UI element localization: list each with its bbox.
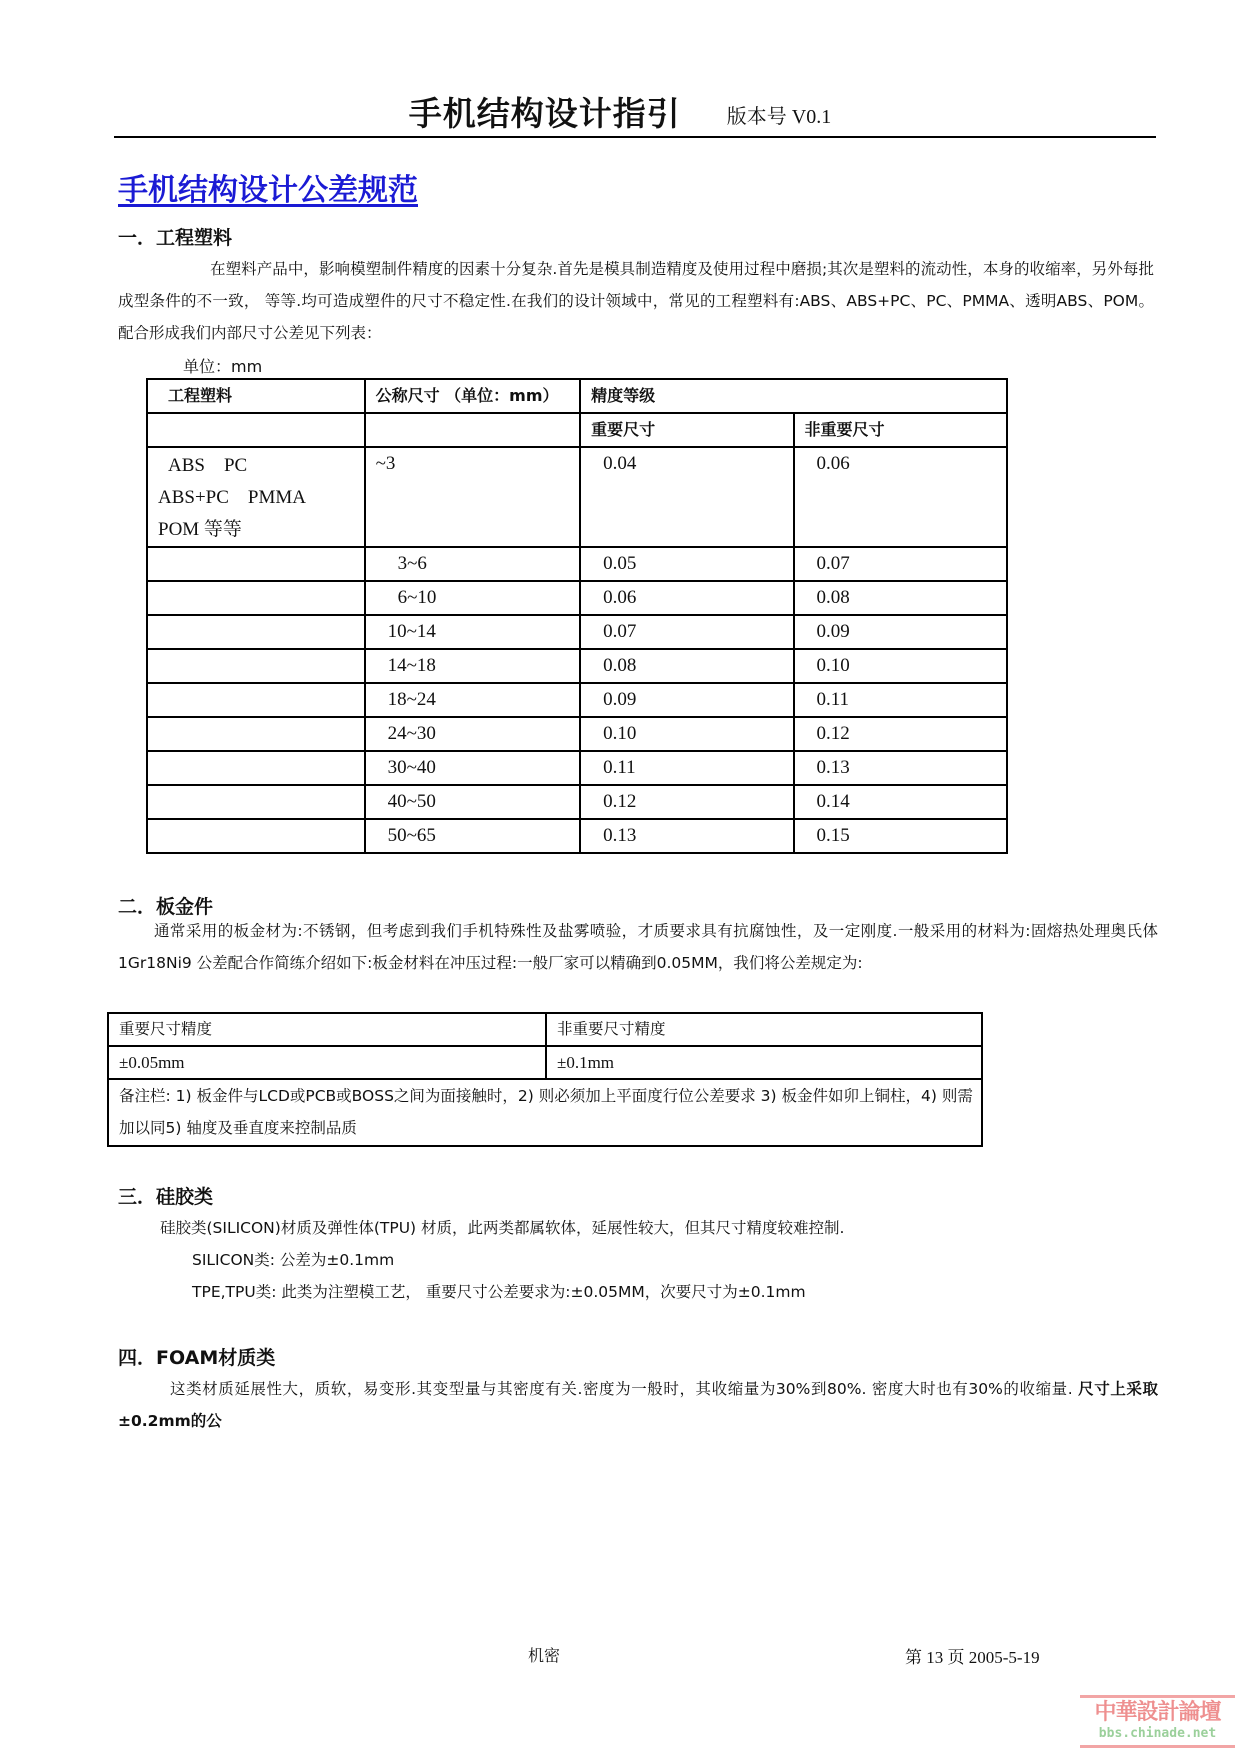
empty-cell [147,717,365,751]
non-important-value-cell: 0.13 [794,751,1007,785]
table-row [147,447,1007,547]
material-line: POM 等等 [158,519,242,540]
nominal-size-cell: ~3 [365,447,580,547]
section-paragraph-silicone [160,1212,844,1308]
non-important-value-cell: 0.09 [794,615,1007,649]
empty-cell [147,649,365,683]
table-row [147,649,1007,683]
section-heading-silicone: 三．硅胶类 [118,1186,214,1208]
header-important-precision: 重要尺寸精度 [108,1013,546,1046]
non-important-precision-value: ±0.1mm [546,1046,982,1079]
running-header [0,88,1240,135]
nominal-size-cell: 3~6 [365,547,580,581]
non-important-value-cell: 0.08 [794,581,1007,615]
watermark-name: 中華設計論壇 [1094,1700,1221,1725]
table-header-row [147,379,1007,413]
nominal-size-cell: 14~18 [365,649,580,683]
header-nominal-size: 公称尺寸 （单位：mm） [365,379,580,413]
nominal-size-cell: 50~65 [365,819,580,853]
empty-cell [147,785,365,819]
important-value-cell: 0.07 [580,615,793,649]
table-row [147,819,1007,853]
table-row [147,683,1007,717]
section-paragraph-sheet-metal: 通常采用的板金材为:不锈钢，但考虑到我们手机特殊性及盐雾喷验，才质要求具有抗腐蚀性，及一定刚度.一般采用的材料为:固熔热处理奥氏体 1Gr18Ni9 公差配合作简练介绍如下:板金材料在冲压过程:一般厂家可以精确到0.05MM，我们将公差规定为: [118,922,1158,972]
table-row [147,751,1007,785]
remarks-cell: 备注栏: 1) 板金件与LCD或PCB或BOSS之间为面接触时，2) 则必须加上平面度行位公差要求 3) 板金件如卯上铜柱，4) 则需加以同5) 轴度及垂直度来控制品质 [108,1079,982,1146]
header-title: 手机结构设计指引 [408,94,681,133]
important-value-cell: 0.09 [580,683,793,717]
important-value-cell: 0.06 [580,581,793,615]
plastics-tolerance-table [146,378,1008,854]
subheader-important: 重要尺寸 [580,413,793,447]
section-paragraph-foam [118,1373,1158,1437]
empty-cell [365,413,580,447]
material-cell [147,447,365,547]
header-rule [114,136,1156,138]
sheet-metal-tolerance-table [107,1012,983,1147]
unit-label: 单位：mm [183,357,263,376]
non-important-value-cell: 0.07 [794,547,1007,581]
empty-cell [147,819,365,853]
empty-cell [147,581,365,615]
non-important-value-cell: 0.10 [794,649,1007,683]
nominal-size-cell: 40~50 [365,785,580,819]
header-material: 工程塑料 [147,379,365,413]
footer-confidential: 机密 [528,1646,561,1665]
empty-cell [147,547,365,581]
table-row [108,1046,982,1079]
non-important-value-cell: 0.06 [794,447,1007,547]
important-value-cell: 0.11 [580,751,793,785]
table-row [147,717,1007,751]
watermark-bar-top [1080,1695,1235,1698]
section-heading-plastics: 一．工程塑料 [118,227,233,249]
table-note-row [108,1079,982,1146]
silicone-intro: 硅胶类(SILICON)材质及弹性体(TPU) 材质，此两类都属软体，延展性较大，但其尺寸精度较难控制. [160,1219,845,1237]
foam-emphasis: 尺寸上采取±0.2mm的公 [118,1380,1158,1430]
section-heading-foam: 四．FOAM材质类 [118,1347,276,1369]
subheader-non-important: 非重要尺寸 [794,413,1007,447]
section-heading-sheet-metal: 二．板金件 [118,896,214,918]
important-value-cell: 0.12 [580,785,793,819]
table-row [147,615,1007,649]
important-value-cell: 0.13 [580,819,793,853]
nominal-size-cell: 6~10 [365,581,580,615]
material-line: ABS+PC PMMA [158,487,306,508]
tpe-tpu-tolerance: TPE,TPU类: 此类为注塑模工艺， 重要尺寸公差要求为:±0.05MM，次要尺寸为±0.1mm [192,1283,806,1301]
nominal-size-cell: 30~40 [365,751,580,785]
nominal-size-cell: 10~14 [365,615,580,649]
important-precision-value: ±0.05mm [108,1046,546,1079]
non-important-value-cell: 0.14 [794,785,1007,819]
empty-cell [147,751,365,785]
nominal-size-cell: 24~30 [365,717,580,751]
nominal-size-cell: 18~24 [365,683,580,717]
table-row [147,547,1007,581]
table-row [147,785,1007,819]
table-header-row [108,1013,982,1046]
header-non-important-precision: 非重要尺寸精度 [546,1013,982,1046]
important-value-cell: 0.04 [580,447,793,547]
watermark-url: bbs.chinade.net [1098,1726,1217,1741]
table-subheader-row [147,413,1007,447]
silicone-tolerance: SILICON类: 公差为±0.1mm [192,1251,395,1269]
header-precision-grade: 精度等级 [580,379,1007,413]
non-important-value-cell: 0.15 [794,819,1007,853]
foam-text: 这类材质延展性大，质软，易变形.其变型量与其密度有关.密度为一般时，其收缩量为30%到80%. 密度大时也有30%的收缩量. [170,1380,1079,1398]
section-paragraph-plastics: 在塑料产品中，影响模塑制件精度的因素十分复杂.首先是模具制造精度及使用过程中磨损;其次是塑料的流动性，本身的收缩率，另外每批成型条件的不一致， 等等.均可造成塑件的尺寸不稳定性.在我们的设计领域中，常见的工程塑料有:ABS、ABS+PC、PC、PMMA、透明ABS、POM。配合形成我们内部尺寸公差见下列表： [118,260,1154,342]
non-important-value-cell: 0.12 [794,717,1007,751]
table-row [147,581,1007,615]
material-line: ABS PC [168,455,248,476]
header-version: 版本号 V0.1 [726,106,832,128]
forum-watermark-logo [1080,1695,1235,1750]
empty-cell [147,683,365,717]
non-important-value-cell: 0.11 [794,683,1007,717]
empty-cell [147,413,365,447]
watermark-bar-bottom [1080,1745,1235,1748]
important-value-cell: 0.08 [580,649,793,683]
footer-page-date: 第 13 页 2005-5-19 [905,1648,1040,1667]
empty-cell [147,615,365,649]
important-value-cell: 0.10 [580,717,793,751]
important-value-cell: 0.05 [580,547,793,581]
document-title-link[interactable]: 手机结构设计公差规范 [118,173,418,208]
